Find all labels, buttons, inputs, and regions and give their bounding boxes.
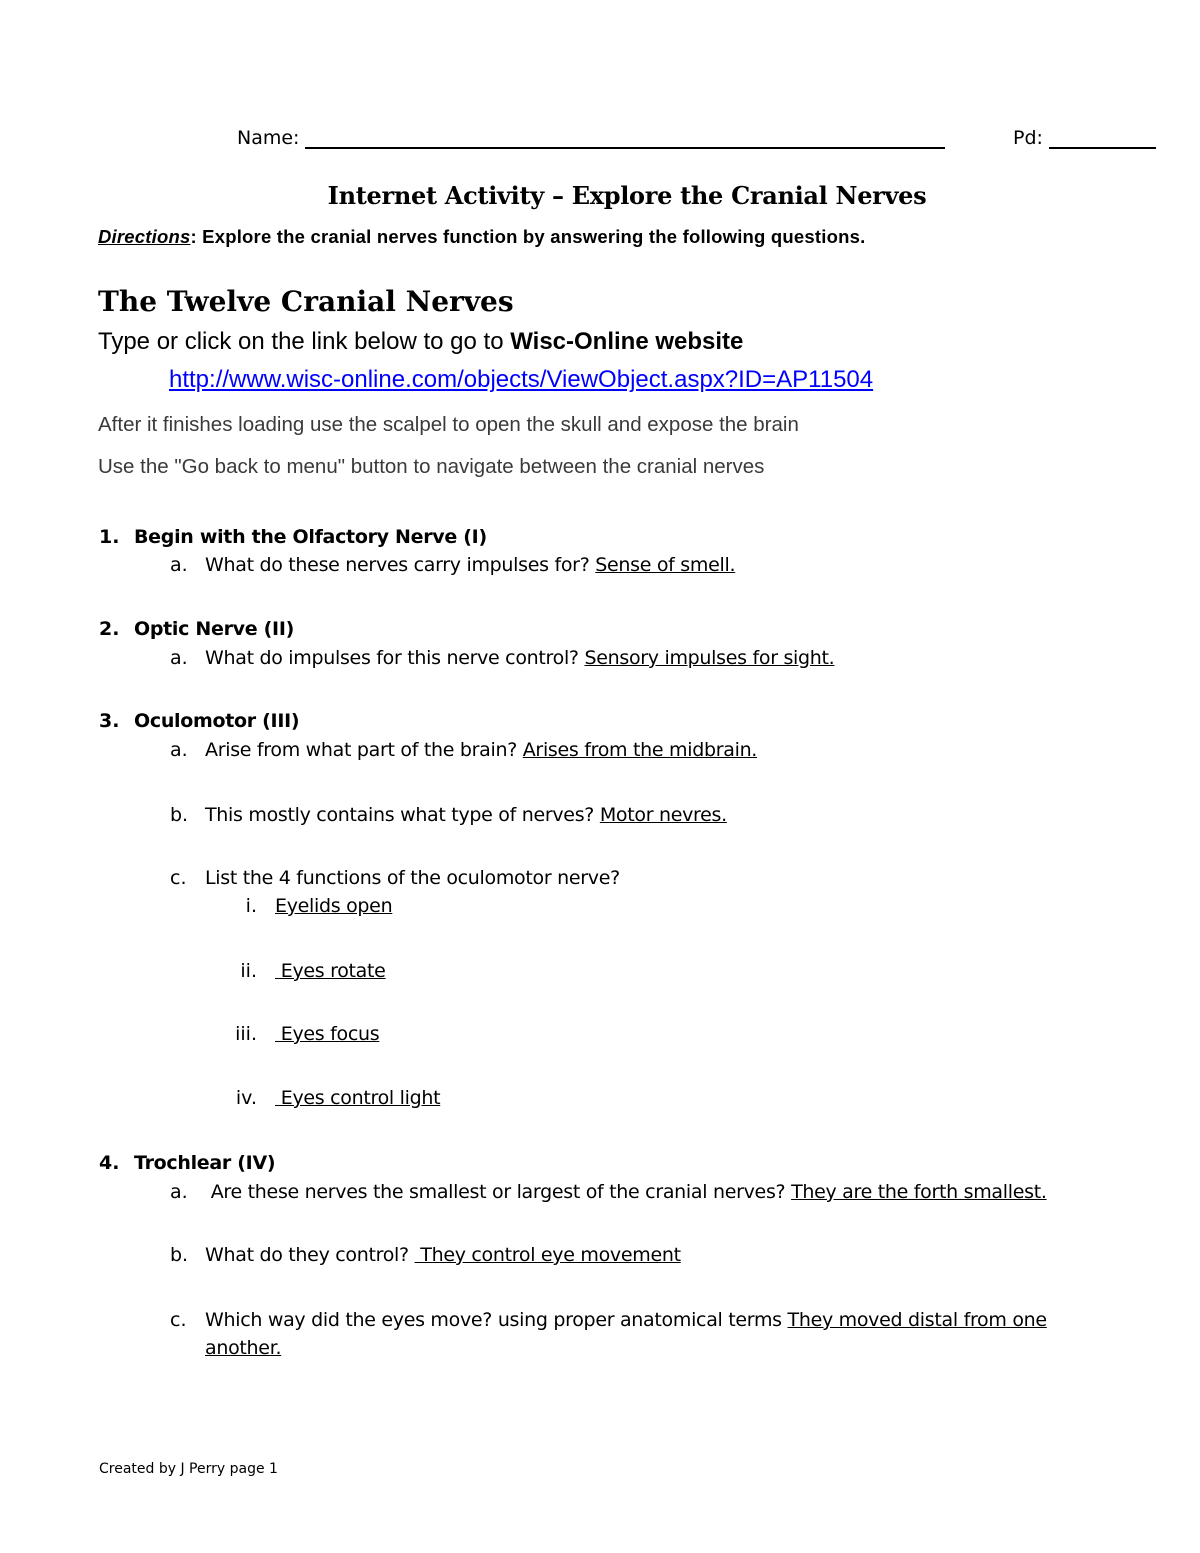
function-answer: Eyes control light <box>275 1087 441 1109</box>
answer-text: They are the forth smallest. <box>791 1181 1047 1203</box>
sub-question-marker: a. <box>170 647 188 669</box>
section-subheading <box>98 328 743 356</box>
question-text: List the 4 functions of the oculomotor nerve? <box>205 867 620 889</box>
question-title: Begin with the Olfactory Nerve (I) <box>134 526 487 548</box>
sub-question <box>205 554 735 576</box>
function-answer: Eyes focus <box>275 1023 380 1045</box>
wisc-online-link[interactable]: http://www.wisc-online.com/objects/ViewObject.aspx?ID=AP11504 <box>169 366 874 393</box>
sub-question <box>205 1181 1047 1203</box>
function-marker: iv. <box>235 1087 257 1109</box>
answer-text: They moved distal from one <box>787 1309 1047 1331</box>
period-field[interactable] <box>1049 147 1156 149</box>
sub-question <box>205 867 620 889</box>
subheading-site-name: Wisc-Online website <box>510 328 744 355</box>
answer-text: Sensory impulses for sight. <box>584 647 835 669</box>
period-label: Pd: <box>1013 127 1043 149</box>
sub-question <box>205 804 727 826</box>
sub-question <box>205 1244 681 1266</box>
sub-question-marker: b. <box>170 1244 189 1266</box>
answer-continuation: another. <box>205 1337 282 1359</box>
sub-question <box>205 1309 1047 1331</box>
question-text: Which way did the eyes move? using proper anatomical terms <box>205 1309 788 1331</box>
name-label: Name: <box>237 127 300 149</box>
question-text: This mostly contains what type of nerves? <box>205 804 600 826</box>
instruction-2: Use the "Go back to menu" button to navigate between the cranial nerves <box>98 455 765 478</box>
sub-question-marker: c. <box>170 1309 187 1331</box>
sub-question <box>205 739 757 761</box>
question-title: Trochlear (IV) <box>134 1152 276 1174</box>
directions <box>98 226 865 248</box>
question-text: Arise from what part of the brain? <box>205 739 523 761</box>
question-title: Optic Nerve (II) <box>134 618 294 640</box>
instruction-1: After it finishes loading use the scalpel to open the skull and expose the brain <box>98 413 799 436</box>
question-text: What do impulses for this nerve control? <box>205 647 585 669</box>
question-number: 3. <box>99 710 120 732</box>
document-title: Internet Activity – Explore the Cranial Nerves <box>327 181 927 210</box>
section-heading: The Twelve Cranial Nerves <box>98 285 514 318</box>
page-footer: Created by J Perry page 1 <box>99 1461 278 1477</box>
answer-text: Arises from the midbrain. <box>522 739 758 761</box>
function-answer: Eyelids open <box>275 895 393 917</box>
sub-question-marker: a. <box>170 1181 188 1203</box>
sub-question <box>205 647 834 669</box>
sub-question-marker: a. <box>170 739 188 761</box>
answer-text: Sense of smell. <box>595 554 736 576</box>
sub-question-marker: b. <box>170 804 189 826</box>
function-marker: iii. <box>235 1023 257 1045</box>
question-text: Are these nerves the smallest or largest of the cranial nerves? <box>205 1181 792 1203</box>
function-answer: Eyes rotate <box>275 960 386 982</box>
directions-text: : Explore the cranial nerves function by answering the following questions. <box>190 226 866 247</box>
directions-label: Directions <box>98 226 191 247</box>
question-number: 2. <box>99 618 120 640</box>
function-marker: i. <box>245 895 257 917</box>
question-number: 4. <box>99 1152 120 1174</box>
question-title: Oculomotor (III) <box>134 710 300 732</box>
question-text: What do these nerves carry impulses for? <box>205 554 596 576</box>
answer-text: They control eye movement <box>414 1244 681 1266</box>
subheading-prefix: Type or click on the link below to go to <box>98 328 511 355</box>
answer-text: Motor nevres. <box>599 804 727 826</box>
name-field[interactable] <box>305 147 945 149</box>
sub-question-marker: a. <box>170 554 188 576</box>
question-text: What do they control? <box>205 1244 415 1266</box>
question-number: 1. <box>99 526 120 548</box>
sub-question-marker: c. <box>170 867 187 889</box>
function-marker: ii. <box>240 960 257 982</box>
